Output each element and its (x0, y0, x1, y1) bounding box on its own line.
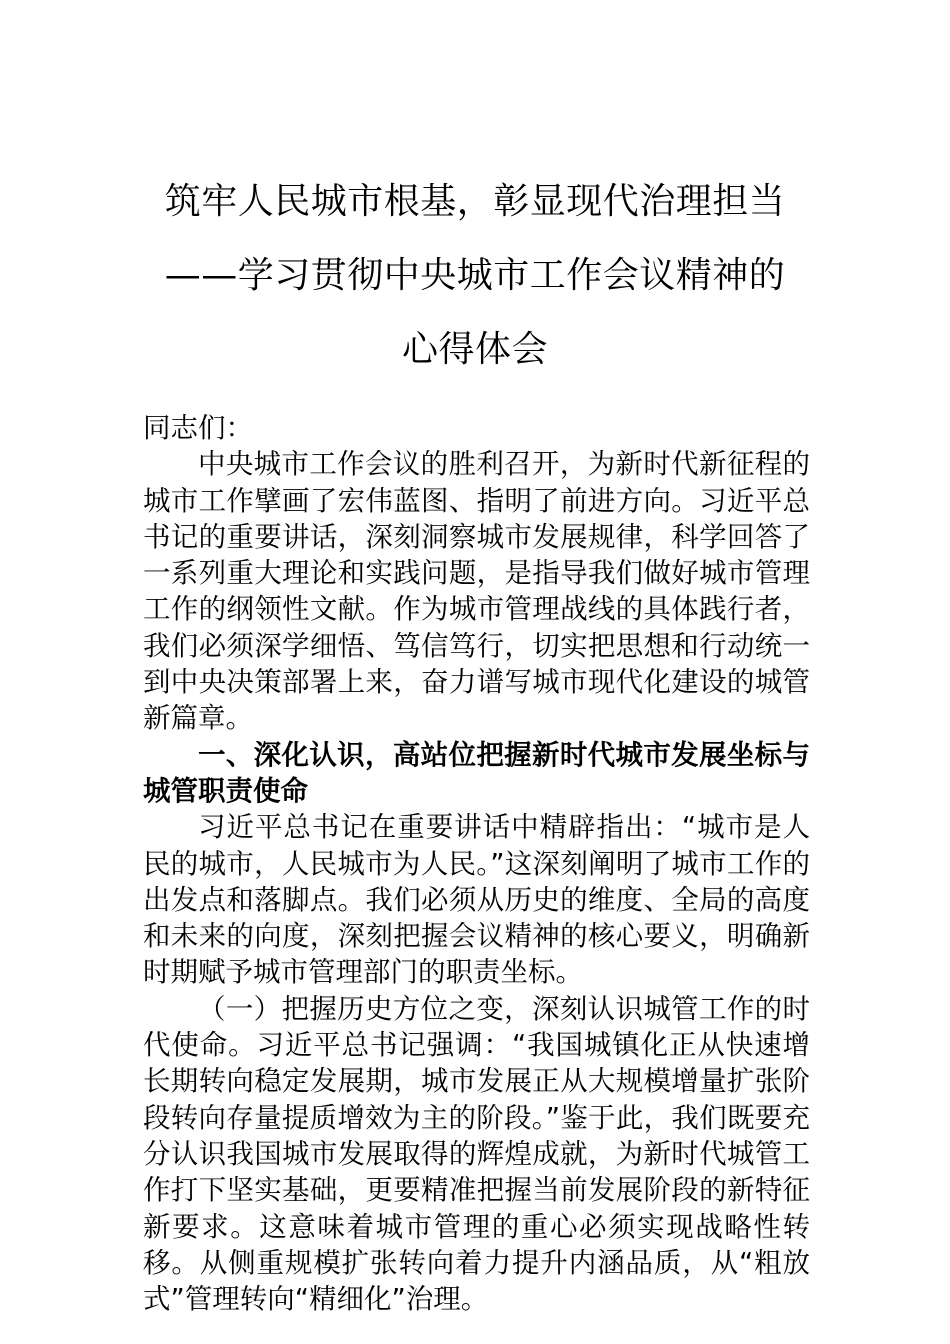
salutation: 同志们： (143, 412, 253, 444)
section-heading-1: 一、深化认识，高站位把握新时代城市发展坐标与城管职责使命 (143, 738, 810, 807)
section-1-paragraph: 习近平总书记在重要讲话中精辟指出：“城市是人民的城市，人民城市为人民。”这深刻阐明了城市工作的出发点和落脚点。我们必须从历史的维度、全局的高度和未来的向度，深刻把握会议精神的核心要义，明确新时期赋予城市管理部门的职责坐标。 (143, 811, 810, 989)
document-title: 筑牢人民城市根基，彰显现代治理担当——学习贯彻中央城市工作会议精神的心得体会 (164, 181, 786, 370)
document-body (143, 410, 810, 1317)
intro-paragraph: 中央城市工作会议的胜利召开，为新时代新征程的城市工作擘画了宏伟蓝图、指明了前进方向。习近平总书记的重要讲话，深刻洞察城市发展规律，科学回答了一系列重大理论和实践问题，是指导我们做好城市管理工作的纲领性文献。作为城市管理战线的具体践行者，我们必须深学细悟、笃信笃行，切实把思想和行动统一到中央决策部署上来，奋力谱写城市现代化建设的城管新篇章。 (143, 448, 810, 735)
subsection-1-paragraph: （一）把握历史方位之变，深刻认识城管工作的时代使命。习近平总书记强调：“我国城镇化正从快速增长期转向稳定发展期，城市发展正从大规模增量扩张阶段转向存量提质增效为主的阶段。”鉴于此，我们既要充分认识我国城市发展取得的辉煌成就，为新时代城管工作打下坚实基础，更要精准把握当前发展阶段的新特征新要求。这意味着城市管理的重心必须实现战略性转移。从侧重规模扩张转向着力提升内涵品质，从“粗放式”管理转向“精细化”治理。 (143, 992, 810, 1316)
